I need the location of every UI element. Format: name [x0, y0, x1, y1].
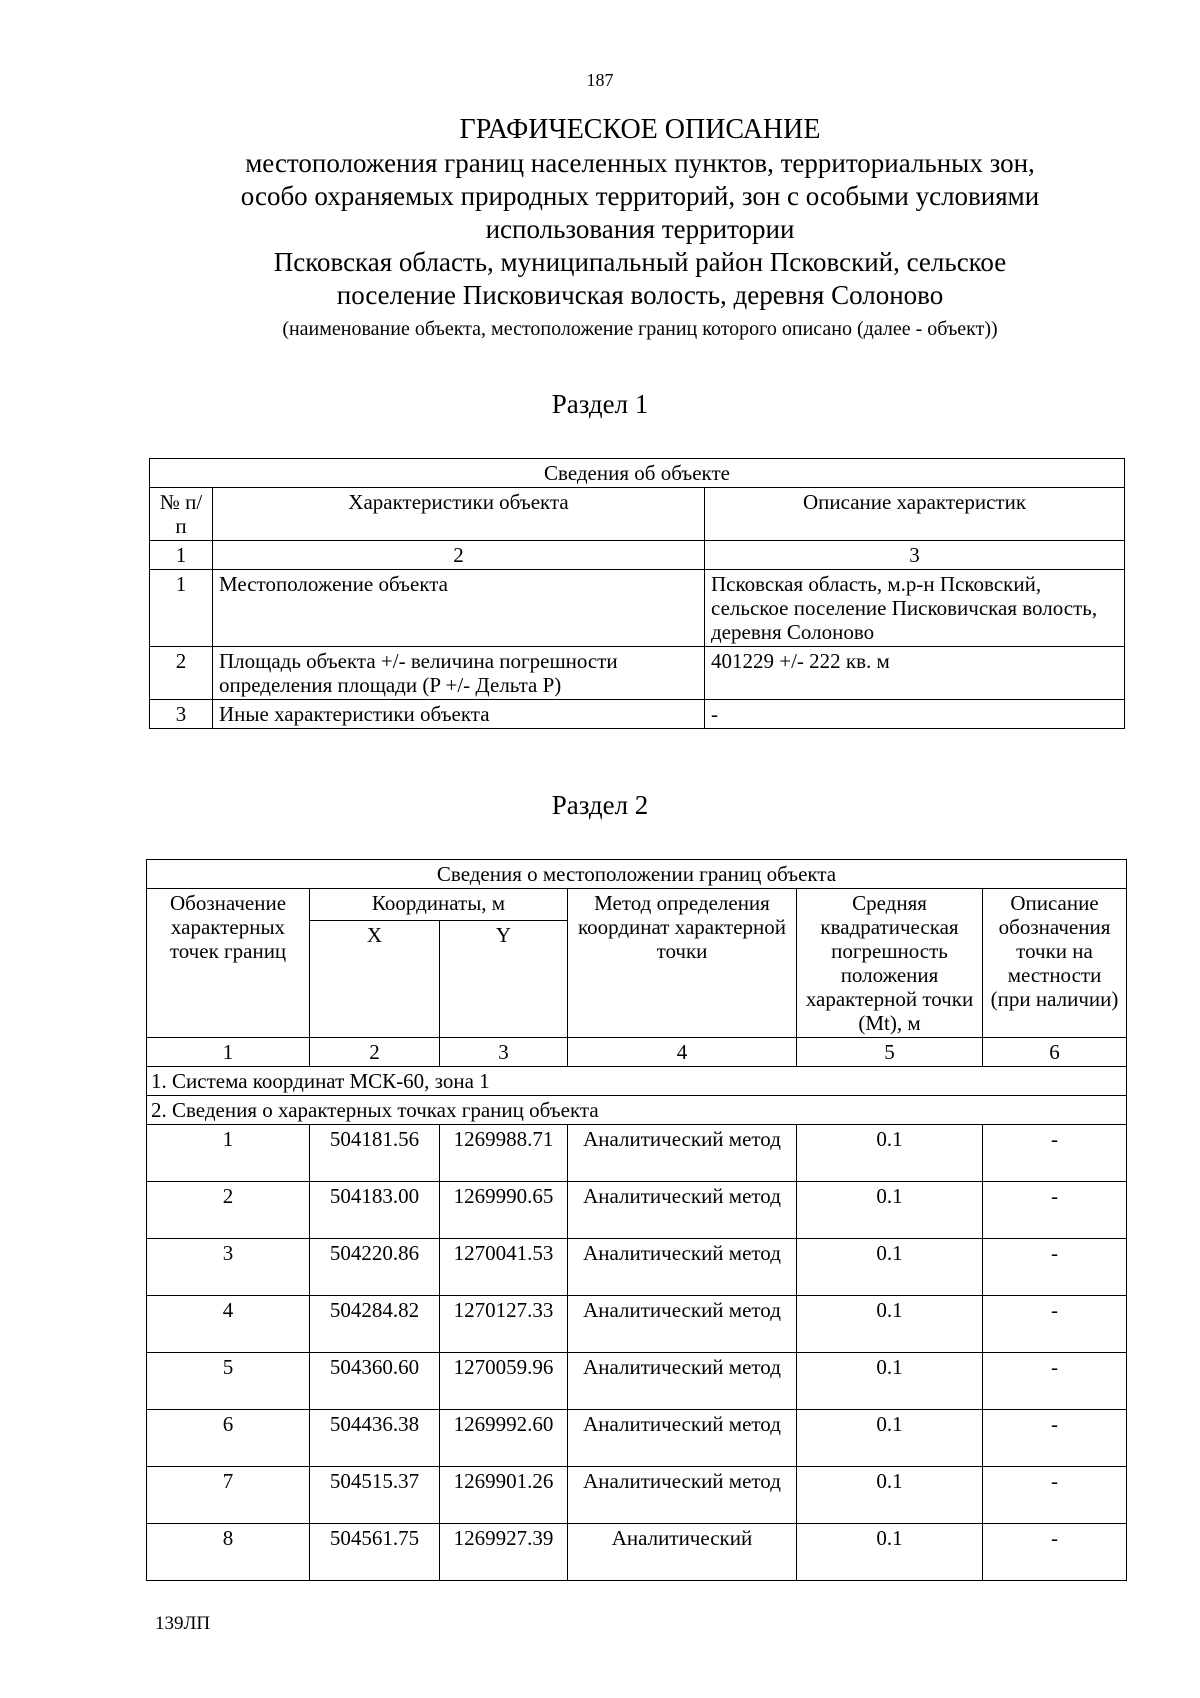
point-number: 8 [147, 1524, 310, 1581]
object-info-table [149, 458, 1125, 729]
object-name-line-2: поселение Писковичская волость, деревня Солоново [336, 280, 944, 310]
point-method: Аналитический метод [568, 1353, 797, 1410]
column-header-y: Y [440, 921, 568, 1038]
object-name-line-1: Псковская область, муниципальный район Псковский, сельское [273, 247, 1007, 277]
column-header-x: X [310, 921, 440, 1038]
table-row [147, 1296, 1127, 1353]
row-number: 3 [150, 700, 213, 729]
point-x: 504181.56 [310, 1125, 440, 1182]
column-header: Обозначение характерных точек границ [147, 889, 310, 1038]
table-row [150, 570, 1125, 647]
column-header: Метод определения координат характерной точки [568, 889, 797, 1038]
section-1-title: Раздел 1 [551, 389, 649, 419]
point-method: Аналитический метод [568, 1182, 797, 1239]
table-title: Сведения о местоположении границ объекта [147, 860, 1127, 889]
table-row [147, 1182, 1127, 1239]
point-description: - [983, 1524, 1127, 1581]
point-method: Аналитический метод [568, 1467, 797, 1524]
table-row [150, 647, 1125, 700]
table-row [150, 700, 1125, 729]
point-x: 504360.60 [310, 1353, 440, 1410]
point-x: 504183.00 [310, 1182, 440, 1239]
point-description: - [983, 1125, 1127, 1182]
point-y: 1269992.60 [440, 1410, 568, 1467]
characteristic-name: Площадь объекта +/- величина погрешности определения площади (P +/- Дельта P) [213, 647, 705, 700]
column-number: 4 [568, 1038, 797, 1067]
column-header: Описание обозначения точки на местности (при наличии) [983, 889, 1127, 1038]
column-number: 2 [213, 541, 705, 570]
column-number: 1 [147, 1038, 310, 1067]
point-description: - [983, 1239, 1127, 1296]
column-number: 6 [983, 1038, 1127, 1067]
table-row [147, 1410, 1127, 1467]
table-row [147, 1524, 1127, 1581]
point-number: 2 [147, 1182, 310, 1239]
point-y: 1270127.33 [440, 1296, 568, 1353]
column-number: 3 [705, 541, 1125, 570]
section-2-title: Раздел 2 [551, 790, 649, 820]
row-number: 2 [150, 647, 213, 700]
point-description: - [983, 1296, 1127, 1353]
points-subtitle: 2. Сведения о характерных точках границ объекта [147, 1096, 1127, 1125]
table-title: Сведения об объекте [150, 459, 1125, 488]
page-number: 187 [586, 70, 614, 90]
column-number: 2 [310, 1038, 440, 1067]
column-number: 5 [797, 1038, 983, 1067]
point-description: - [983, 1410, 1127, 1467]
object-caption: (наименование объекта, местоположение границ которого описано (далее - объект)) [282, 318, 998, 340]
point-y: 1270041.53 [440, 1239, 568, 1296]
point-description: - [983, 1467, 1127, 1524]
point-x: 504515.37 [310, 1467, 440, 1524]
document-code: 139ЛП [155, 1613, 211, 1634]
point-method: Аналитический метод [568, 1239, 797, 1296]
point-y: 1269927.39 [440, 1524, 568, 1581]
point-description: - [983, 1353, 1127, 1410]
title-line-1: местоположения границ населенных пунктов, территориальных зон, [245, 148, 1035, 178]
document-title: ГРАФИЧЕСКОЕ ОПИСАНИЕ [459, 114, 821, 145]
point-number: 4 [147, 1296, 310, 1353]
point-method: Аналитический метод [568, 1410, 797, 1467]
characteristic-value: Псковская область, м.р-н Псковский, сельское поселение Писковичская волость, деревня Солоново [705, 570, 1125, 647]
point-description: - [983, 1182, 1127, 1239]
point-number: 6 [147, 1410, 310, 1467]
point-x: 504220.86 [310, 1239, 440, 1296]
point-x: 504561.75 [310, 1524, 440, 1581]
point-method: Аналитический метод [568, 1296, 797, 1353]
point-y: 1269988.71 [440, 1125, 568, 1182]
point-error: 0.1 [797, 1125, 983, 1182]
characteristic-name: Иные характеристики объекта [213, 700, 705, 729]
point-number: 3 [147, 1239, 310, 1296]
table-row [147, 1353, 1127, 1410]
table-row [147, 1239, 1127, 1296]
point-y: 1270059.96 [440, 1353, 568, 1410]
coordinate-system: 1. Система координат МСК-60, зона 1 [147, 1067, 1127, 1096]
point-error: 0.1 [797, 1239, 983, 1296]
characteristic-name: Местоположение объекта [213, 570, 705, 647]
point-x: 504284.82 [310, 1296, 440, 1353]
row-number: 1 [150, 570, 213, 647]
point-method: Аналитический [568, 1524, 797, 1581]
column-header: Координаты, м [310, 889, 568, 921]
point-number: 7 [147, 1467, 310, 1524]
column-header: Описание характеристик [705, 488, 1125, 541]
title-line-2: особо охраняемых природных территорий, зон с особыми условиями [240, 181, 1040, 211]
column-header: № п/п [150, 488, 213, 541]
column-header: Средняя квадратическая погрешность положения характерной точки (Mt), м [797, 889, 983, 1038]
point-error: 0.1 [797, 1353, 983, 1410]
point-y: 1269901.26 [440, 1467, 568, 1524]
column-number: 3 [440, 1038, 568, 1067]
point-error: 0.1 [797, 1524, 983, 1581]
table-row [147, 1467, 1127, 1524]
point-error: 0.1 [797, 1467, 983, 1524]
point-error: 0.1 [797, 1410, 983, 1467]
table-row [147, 1125, 1127, 1182]
characteristic-value: - [705, 700, 1125, 729]
point-number: 5 [147, 1353, 310, 1410]
point-number: 1 [147, 1125, 310, 1182]
boundary-points-table [146, 859, 1127, 1581]
point-y: 1269990.65 [440, 1182, 568, 1239]
point-method: Аналитический метод [568, 1125, 797, 1182]
column-header: Характеристики объекта [213, 488, 705, 541]
title-line-3: использования территории [485, 214, 795, 244]
point-x: 504436.38 [310, 1410, 440, 1467]
column-number: 1 [150, 541, 213, 570]
document-header [150, 113, 1130, 342]
point-error: 0.1 [797, 1296, 983, 1353]
point-error: 0.1 [797, 1182, 983, 1239]
characteristic-value: 401229 +/- 222 кв. м [705, 647, 1125, 700]
